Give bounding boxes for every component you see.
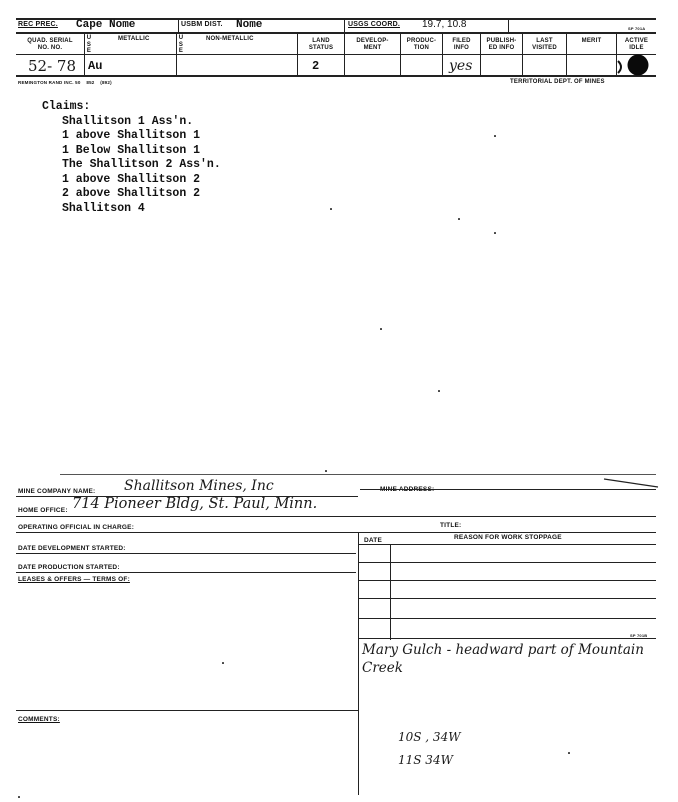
speck (458, 218, 460, 220)
col-active-idle: ACTIVE IDLE (624, 38, 649, 51)
col-merit: MERIT (581, 38, 602, 44)
stoppage-row-2 (358, 580, 656, 581)
note-line-1: Mary Gulch - headward part of Mountain (362, 642, 644, 658)
col-metallic: METALLIC (118, 36, 150, 42)
mine-address-line (360, 489, 656, 490)
speck (494, 135, 496, 137)
date-prod-line (16, 572, 356, 573)
form-footer-left: REMINGTON RAND INC. 50 852 (892) (18, 80, 112, 85)
row-filed-info: yes (449, 58, 473, 74)
date-header-line (358, 544, 656, 545)
rec-prec-value: Cape Nome (76, 19, 136, 31)
mine-company-value: Shallitson Mines, Inc (124, 478, 274, 494)
speck (380, 328, 382, 330)
stoppage-row-1 (358, 562, 656, 563)
col-non-metallic: NON-METALLIC (206, 36, 254, 42)
speck (494, 232, 496, 234)
usgs-coord-label: USGS COORD. (348, 21, 400, 28)
home-office-value: 714 Pioneer Bldg, St. Paul, Minn. (72, 496, 318, 512)
address-stroke (600, 476, 660, 490)
claim-item: 1 above Shallitson 1 (62, 129, 201, 142)
rec-prec-label: REC PREC. (18, 21, 58, 28)
claim-item: The Shallitson 2 Ass'n. (62, 158, 221, 171)
row-quad-serial: 52- 78 (28, 57, 77, 75)
claim-item: 1 Below Shallitson 1 (62, 143, 201, 157)
col-production: PRODUC- TION (406, 38, 437, 51)
coord-note-2: 11S 34W (398, 753, 453, 767)
col-development: DEVELOP- MENT (356, 38, 389, 51)
form-footer-right: TERRITORIAL DEPT. OF MINES (510, 79, 605, 85)
header-sep-3 (508, 18, 509, 32)
operating-official-label: OPERATING OFFICIAL IN CHARGE: (18, 524, 135, 531)
title-label: TITLE: (440, 522, 462, 529)
form-code-top: SP 701A (628, 26, 646, 31)
usbm-dist-value: Nome (236, 19, 263, 31)
header-sep-2 (344, 18, 345, 32)
coord-note-1: 10S , 34W (398, 730, 461, 744)
home-office-label: HOME OFFICE: (18, 507, 68, 514)
date-dev-line (16, 553, 356, 554)
speck (222, 662, 224, 664)
speck (568, 752, 570, 754)
claim-item: 1 above Shallitson 2 (62, 172, 201, 186)
leases-label: LEASES & OFFERS — TERMS OF: (18, 576, 130, 583)
claim-item: Shallitson 4 (62, 201, 145, 215)
note-line-2: Creek (362, 660, 403, 676)
header-sep-1 (178, 18, 179, 32)
header-row-line (16, 32, 656, 34)
usbm-dist-label: USBM DIST. (181, 21, 223, 28)
operating-line (16, 532, 656, 533)
col-last-visited: LAST VISITED (532, 38, 557, 51)
center-divider (358, 533, 359, 795)
stoppage-row-4 (358, 618, 656, 619)
claim-item: 2 above Shallitson 2 (62, 187, 201, 200)
col-line-2 (176, 33, 177, 75)
speck (18, 796, 20, 798)
row-metallic: Au (88, 59, 103, 73)
home-office-line (16, 516, 656, 517)
lower-top-line (60, 474, 656, 475)
reason-label: REASON FOR WORK STOPPAGE (454, 534, 562, 541)
speck (325, 470, 327, 472)
claim-item: Shallitson 1 Ass'n. (62, 114, 194, 128)
stoppage-row-3 (358, 598, 656, 599)
mine-company-label: MINE COMPANY NAME: (18, 488, 96, 495)
comments-label: COMMENTS: (18, 716, 60, 723)
col-u-nonmetallic: U S E (178, 35, 184, 54)
comments-top-line (16, 710, 358, 711)
col-published-info: PUBLISH- ED INFO (486, 38, 517, 51)
col-land-status: LAND STATUS (308, 38, 334, 51)
col-filed-info: FILED INFO (452, 38, 471, 51)
speck (438, 390, 440, 392)
date-label: DATE (364, 537, 383, 544)
stoppage-row-5 (358, 638, 656, 639)
col-line-1 (84, 33, 85, 75)
date-col-divider (390, 545, 391, 640)
date-prod-label: DATE PRODUCTION STARTED: (18, 564, 120, 571)
column-header-bottom-line (16, 54, 656, 55)
idle-mark-icon (612, 53, 652, 77)
date-dev-label: DATE DEVELOPMENT STARTED: (18, 545, 126, 552)
usgs-coord-value: 19.7, 10.8 (422, 19, 467, 30)
claims-list (42, 100, 221, 216)
col-quad-serial: QUAD. SERIAL NO. NO. (27, 38, 73, 51)
claims-title: Claims: (42, 100, 91, 113)
col-u-metallic: U S E (86, 35, 92, 54)
row-land-status: 2 (312, 59, 320, 73)
data-row-bottom-line (16, 75, 656, 77)
speck (330, 208, 332, 210)
form-code-bottom: SP 701B (630, 633, 648, 638)
